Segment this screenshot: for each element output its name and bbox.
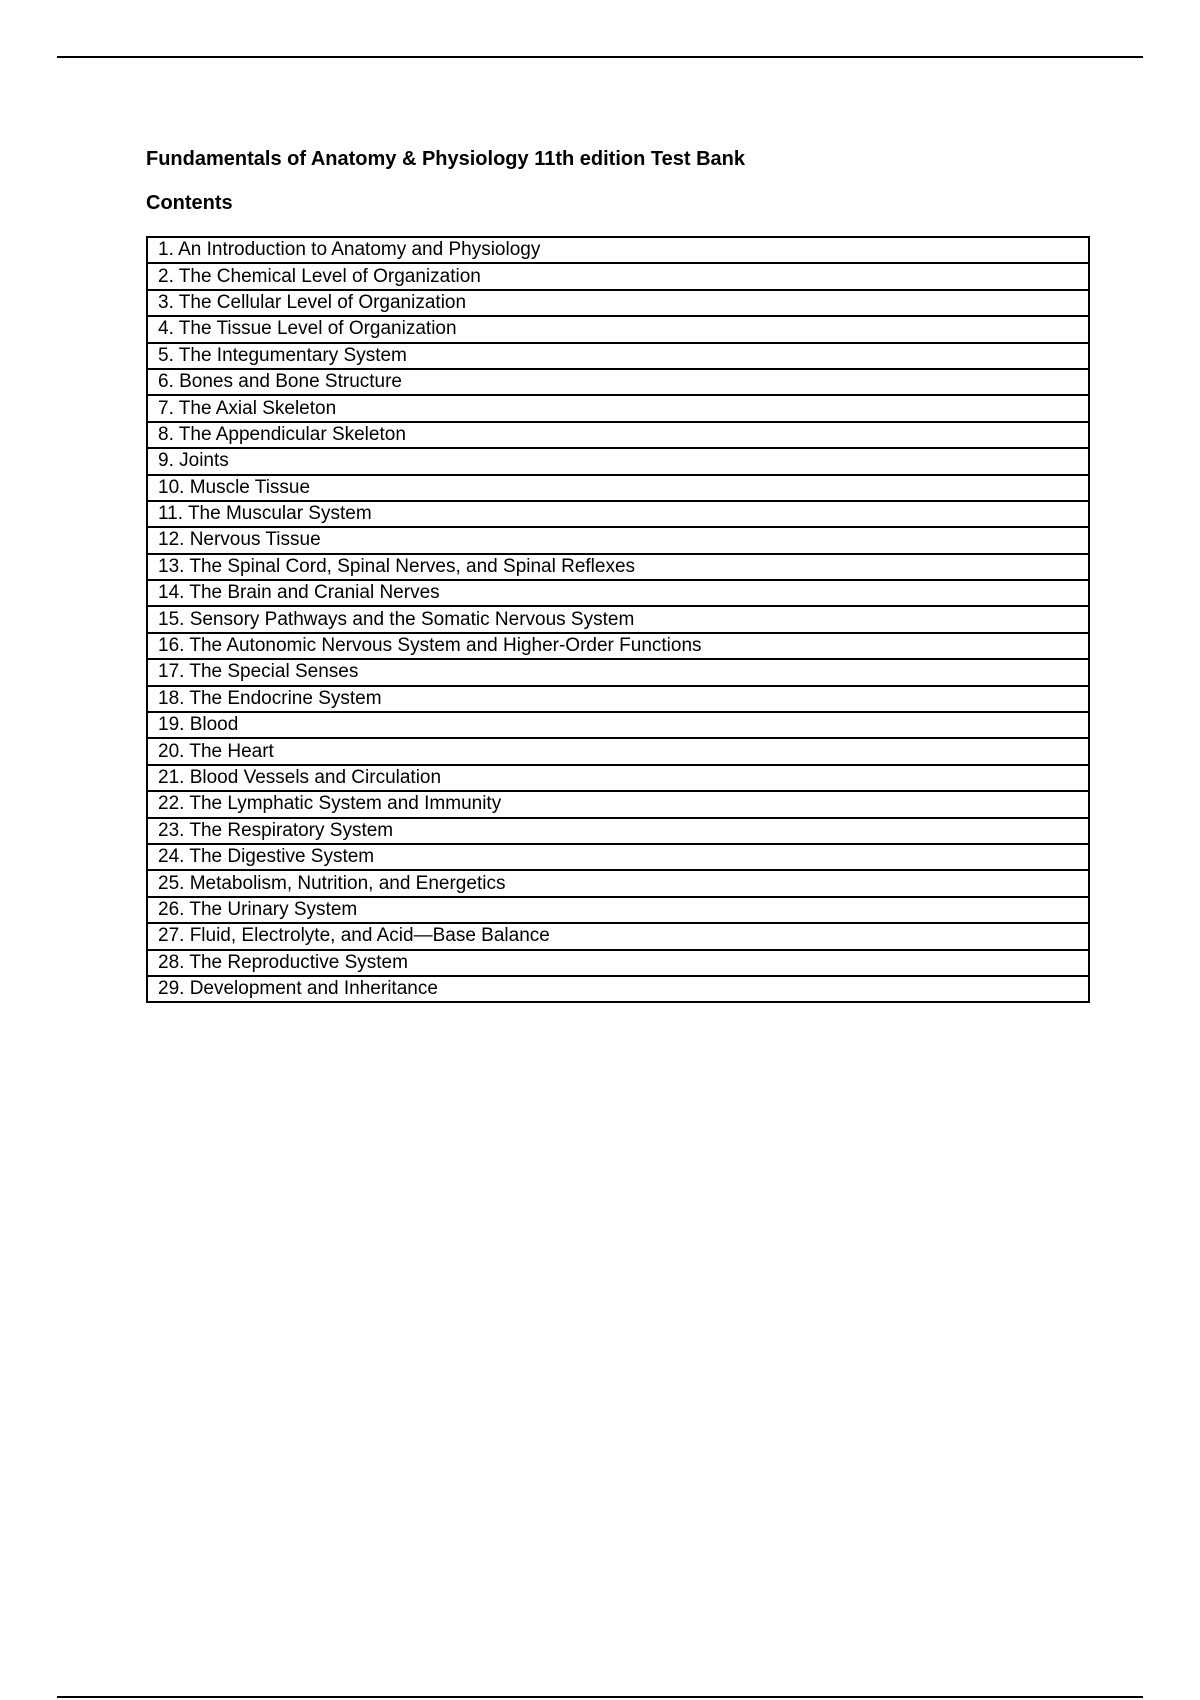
toc-entry: 20. The Heart <box>147 738 1089 764</box>
toc-entry: 8. The Appendicular Skeleton <box>147 422 1089 448</box>
toc-row <box>147 554 1089 580</box>
toc-entry: 14. The Brain and Cranial Nerves <box>147 580 1089 606</box>
toc-row <box>147 580 1089 606</box>
contents-table <box>146 236 1090 1003</box>
toc-entry: 3. The Cellular Level of Organization <box>147 290 1089 316</box>
toc-row <box>147 527 1089 553</box>
toc-row <box>147 475 1089 501</box>
toc-entry: 29. Development and Inheritance <box>147 976 1089 1002</box>
toc-row <box>147 633 1089 659</box>
toc-row <box>147 263 1089 289</box>
toc-entry: 11. The Muscular System <box>147 501 1089 527</box>
toc-row <box>147 343 1089 369</box>
toc-entry: 27. Fluid, Electrolyte, and Acid—Base Balance <box>147 923 1089 949</box>
toc-row <box>147 237 1089 263</box>
toc-entry: 24. The Digestive System <box>147 844 1089 870</box>
toc-row <box>147 606 1089 632</box>
toc-row <box>147 844 1089 870</box>
top-rule <box>57 56 1143 58</box>
toc-row <box>147 501 1089 527</box>
toc-row <box>147 976 1089 1002</box>
toc-entry: 28. The Reproductive System <box>147 950 1089 976</box>
bottom-rule <box>57 1696 1143 1698</box>
toc-row <box>147 738 1089 764</box>
toc-entry: 21. Blood Vessels and Circulation <box>147 765 1089 791</box>
toc-row <box>147 923 1089 949</box>
toc-entry: 5. The Integumentary System <box>147 343 1089 369</box>
toc-entry: 10. Muscle Tissue <box>147 475 1089 501</box>
toc-entry: 13. The Spinal Cord, Spinal Nerves, and Spinal Reflexes <box>147 554 1089 580</box>
toc-entry: 26. The Urinary System <box>147 897 1089 923</box>
toc-row <box>147 897 1089 923</box>
contents-table-body <box>147 237 1089 1002</box>
toc-entry: 15. Sensory Pathways and the Somatic Nervous System <box>147 606 1089 632</box>
toc-row <box>147 712 1089 738</box>
toc-entry: 16. The Autonomic Nervous System and Higher-Order Functions <box>147 633 1089 659</box>
toc-row <box>147 395 1089 421</box>
toc-row <box>147 791 1089 817</box>
toc-entry: 6. Bones and Bone Structure <box>147 369 1089 395</box>
document-title: Fundamentals of Anatomy & Physiology 11th edition Test Bank <box>146 148 745 170</box>
toc-entry: 4. The Tissue Level of Organization <box>147 316 1089 342</box>
toc-entry: 12. Nervous Tissue <box>147 527 1089 553</box>
toc-entry: 1. An Introduction to Anatomy and Physiology <box>147 237 1089 263</box>
contents-heading: Contents <box>146 192 233 214</box>
toc-entry: 22. The Lymphatic System and Immunity <box>147 791 1089 817</box>
toc-row <box>147 818 1089 844</box>
toc-entry: 18. The Endocrine System <box>147 686 1089 712</box>
toc-entry: 25. Metabolism, Nutrition, and Energetics <box>147 870 1089 896</box>
toc-row <box>147 659 1089 685</box>
toc-entry: 7. The Axial Skeleton <box>147 395 1089 421</box>
toc-row <box>147 448 1089 474</box>
toc-row <box>147 950 1089 976</box>
toc-row <box>147 369 1089 395</box>
toc-row <box>147 422 1089 448</box>
toc-row <box>147 686 1089 712</box>
toc-entry: 2. The Chemical Level of Organization <box>147 263 1089 289</box>
toc-entry: 19. Blood <box>147 712 1089 738</box>
toc-row <box>147 870 1089 896</box>
toc-entry: 9. Joints <box>147 448 1089 474</box>
toc-row <box>147 290 1089 316</box>
toc-entry: 23. The Respiratory System <box>147 818 1089 844</box>
toc-entry: 17. The Special Senses <box>147 659 1089 685</box>
toc-row <box>147 316 1089 342</box>
toc-row <box>147 765 1089 791</box>
